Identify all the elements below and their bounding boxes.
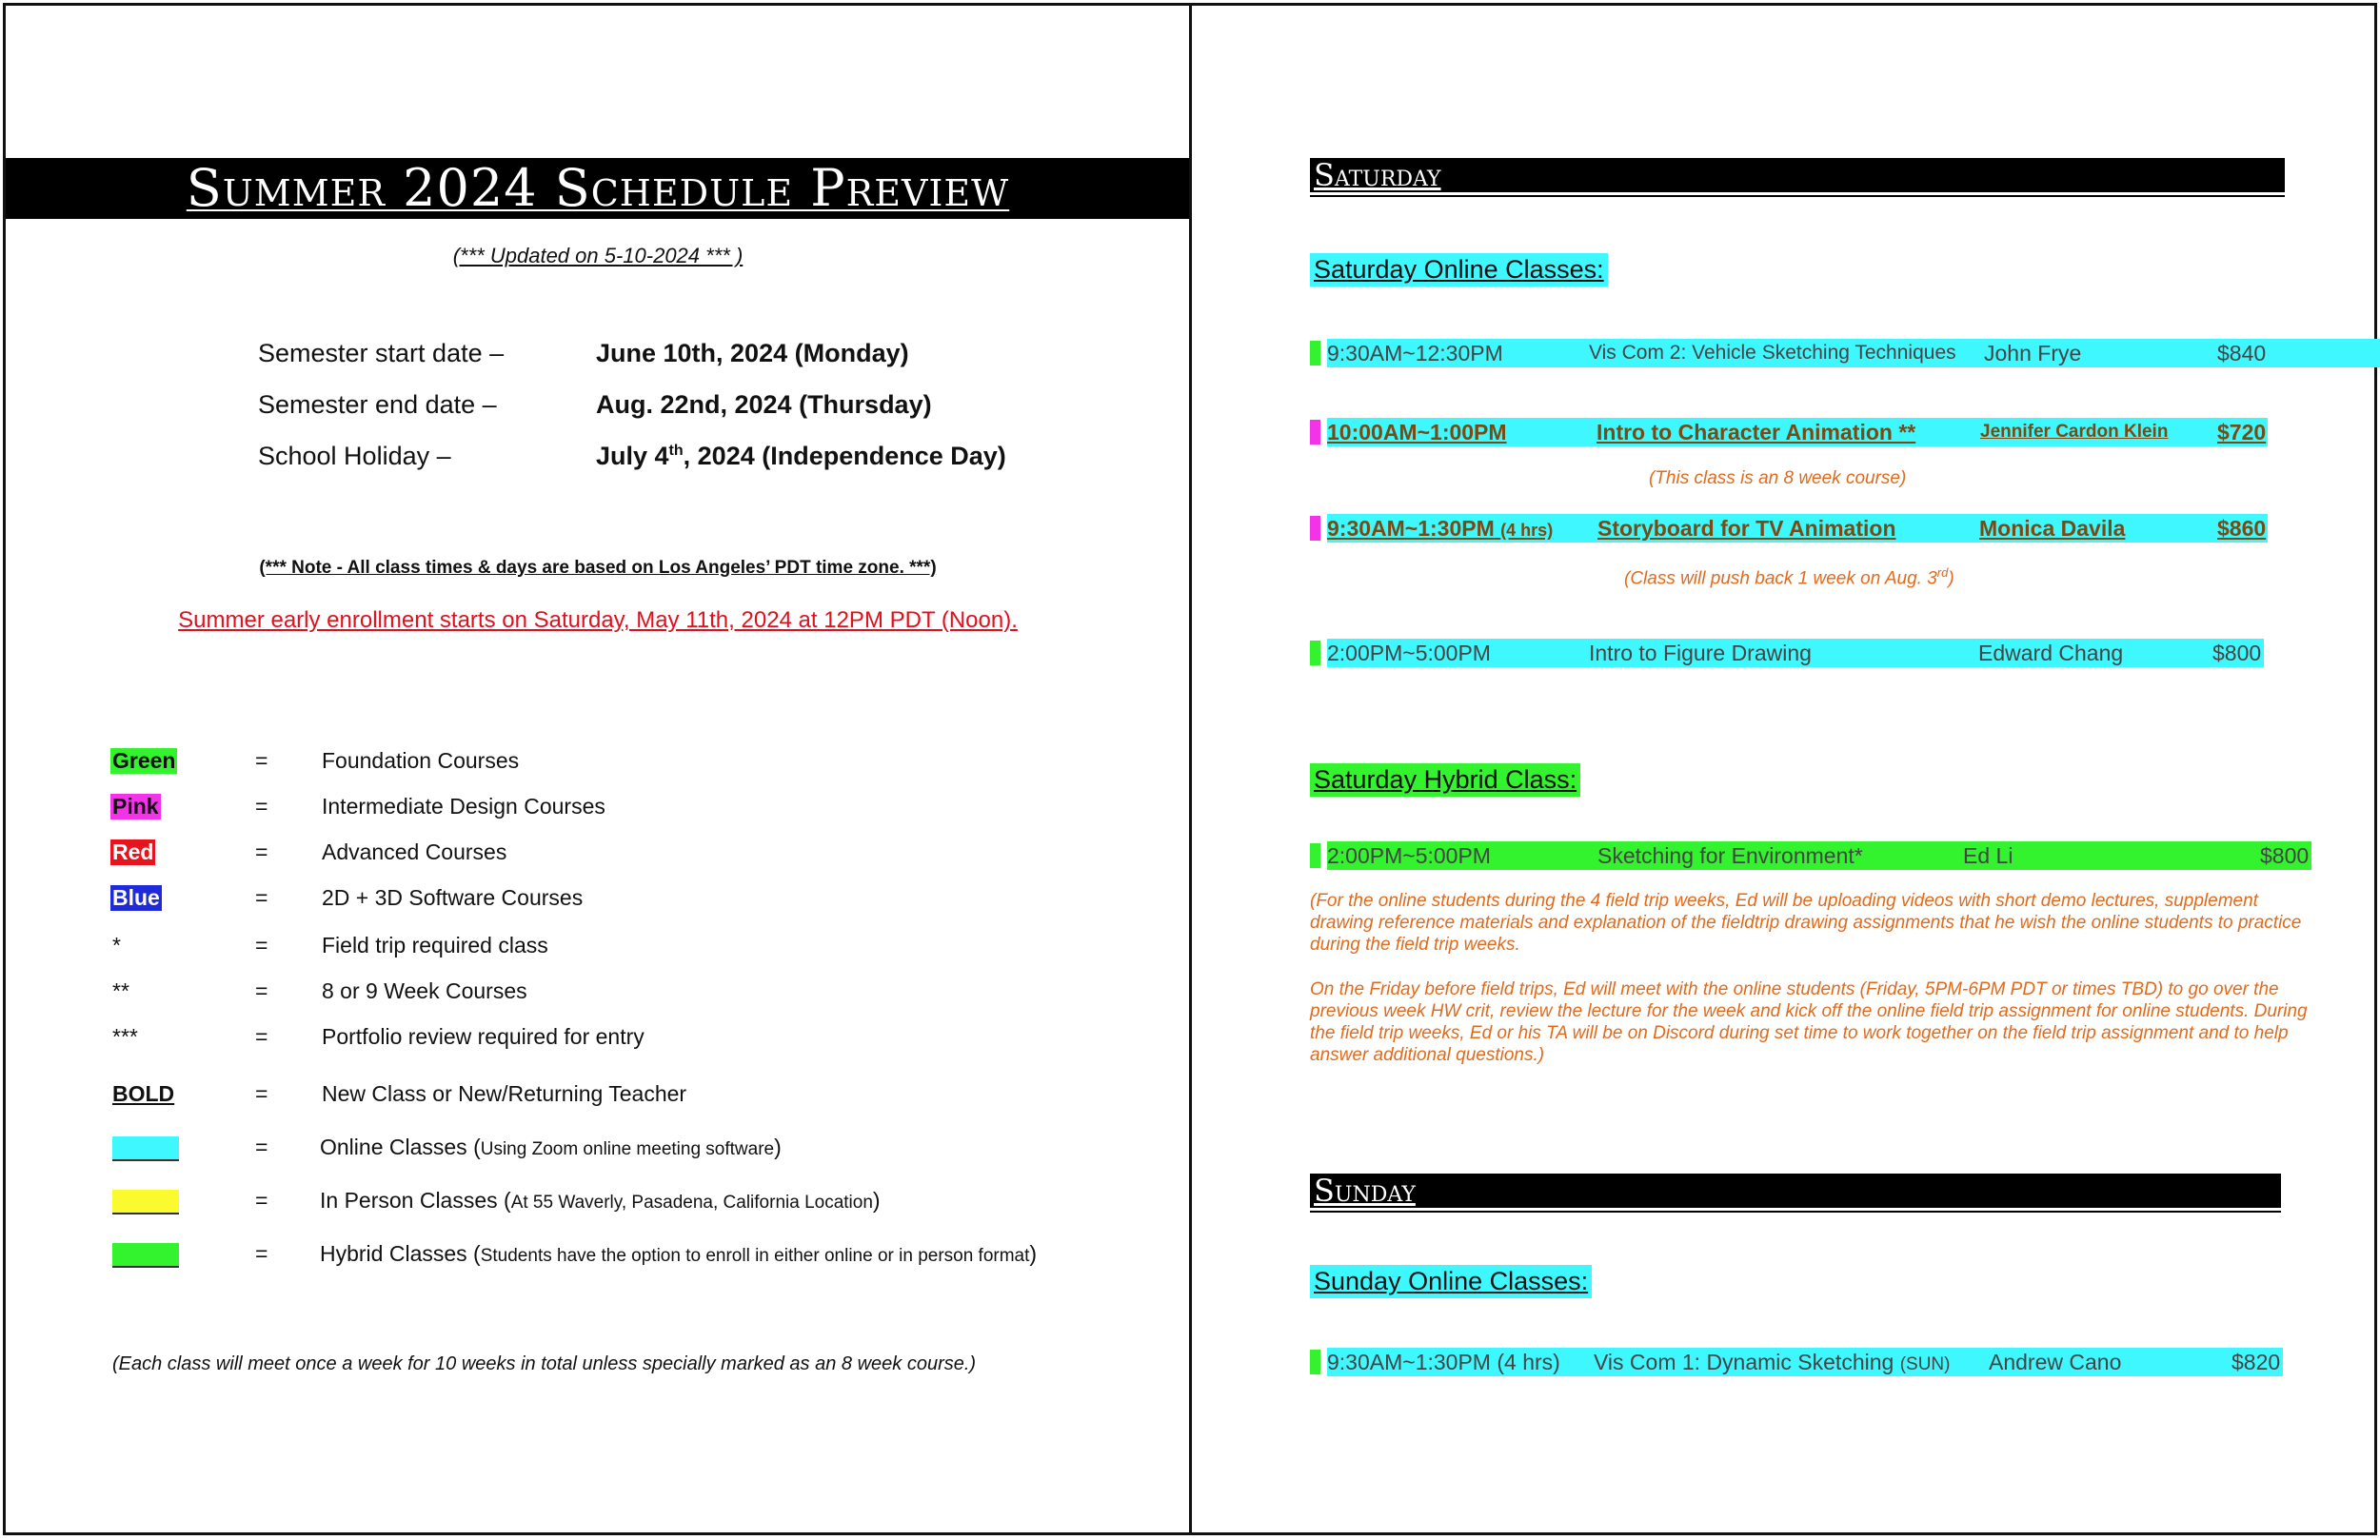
legend-key-star: *	[112, 933, 121, 958]
legend-desc-green: Foundation Courses	[322, 748, 520, 773]
legend-desc-red: Advanced Courses	[322, 839, 507, 864]
class-time: 10:00AM~1:00PM	[1327, 420, 1507, 444]
start-date-value: June 10th, 2024 (Monday)	[596, 339, 909, 367]
level-marker-green	[1310, 341, 1320, 365]
legend-equals: =	[255, 1135, 268, 1159]
class-price: $800	[2260, 843, 2310, 868]
legend-equals: =	[255, 1024, 268, 1049]
legend-equals: =	[255, 1188, 268, 1213]
enrollment-note: Summer early enrollment starts on Saturday, May 11th, 2024 at 12PM PDT (Noon).	[178, 607, 1018, 633]
end-date-value: Aug. 22nd, 2024 (Thursday)	[596, 390, 932, 419]
legend-desc-online: Online Classes (Using Zoom online meeting software)	[320, 1135, 782, 1159]
class-time: 9:30AM~1:30PM (4 hrs)	[1327, 516, 1554, 541]
legend-equals: =	[255, 978, 268, 1003]
class-teacher: Andrew Cano	[1989, 1350, 2122, 1374]
class-title: Vis Com 2: Vehicle Sketching Techniques	[1589, 342, 1956, 364]
saturday-banner	[1310, 158, 2285, 192]
class-teacher: John Frye	[1984, 341, 2082, 365]
legend-key-triple-star: ***	[112, 1024, 138, 1049]
class-price: $860	[2217, 516, 2267, 541]
right-page	[1189, 3, 2377, 1535]
class-teacher: Monica Davila	[1979, 516, 2126, 541]
level-marker-pink	[1310, 420, 1320, 444]
class-title: Storyboard for TV Animation	[1597, 516, 1896, 541]
legend-desc-pink: Intermediate Design Courses	[322, 794, 605, 819]
legend-equals: =	[255, 933, 268, 958]
class-time: 9:30AM~12:30PM	[1327, 341, 1503, 365]
legend-desc-bold: New Class or New/Returning Teacher	[322, 1081, 687, 1106]
class-time: 9:30AM~1:30PM (4 hrs)	[1327, 1350, 1560, 1374]
legend-key-blue: Blue	[112, 885, 160, 910]
class-title: Intro to Figure Drawing	[1589, 641, 1812, 665]
timezone-note: (*** Note - All class times & days are based on Los Angeles’ PDT time zone. ***)	[259, 558, 937, 578]
legend-desc-star: Field trip required class	[322, 933, 548, 958]
class-price: $800	[2212, 641, 2262, 665]
class-note: (This class is an 8 week course)	[1649, 468, 1907, 488]
class-note: (Class will push back 1 week on Aug. 3rd)	[1624, 565, 1954, 589]
class-teacher: Jennifer Cardon Klein	[1980, 422, 2169, 442]
sunday-banner	[1310, 1174, 2281, 1208]
class-price: $840	[2217, 341, 2267, 365]
legend-equals: =	[255, 839, 268, 864]
class-title: Intro to Character Animation **	[1597, 420, 1916, 444]
sunday-heading: Sunday	[1314, 1173, 1416, 1209]
legend-key-red: Red	[112, 839, 154, 864]
legend-equals: =	[255, 885, 268, 910]
legend-desc-hybrid: Hybrid Classes (Students have the option to enroll in either online or in person format)	[320, 1241, 1038, 1266]
hybrid-note: On the Friday before field trips, Ed will meet with the online students (Friday, 5PM-6PM PDT or times TBD) to go over the previous week HW crit, review the lecture for the week and kick off the online field trip assignment for online students. During the field trip weeks, Ed or his TA will be on Discord during set time to work together on the field trip assignment and to help answer additional questions.)	[1310, 979, 2308, 1065]
class-time: 2:00PM~5:00PM	[1327, 843, 1491, 868]
level-marker-green	[1310, 641, 1320, 665]
class-title: Vis Com 1: Dynamic Sketching (SUN)	[1594, 1350, 1951, 1374]
class-time: 2:00PM~5:00PM	[1327, 641, 1491, 665]
page-title: Summer 2024 Schedule Preview	[186, 158, 1010, 218]
sunday-online-heading: Sunday Online Classes:	[1310, 1265, 1592, 1298]
legend-key-green: Green	[112, 748, 176, 773]
swatch-online	[112, 1136, 179, 1161]
class-teacher: Edward Chang	[1978, 641, 2124, 665]
footnote: (Each class will meet once a week for 10 weeks in total unless specially marked as an 8 week course.)	[112, 1353, 977, 1374]
swatch-in-person	[112, 1190, 179, 1214]
saturday-online-heading: Saturday Online Classes:	[1310, 253, 1608, 286]
start-date-label: Semester start date –	[258, 339, 505, 367]
saturday-heading: Saturday	[1314, 157, 1441, 193]
hybrid-note: (For the online students during the 4 field trip weeks, Ed will be uploading videos with short demo lectures, supplement drawing reference materials and explanation of the fieldtrip drawing assignments that he wish the online students to practice during the field trip weeks.	[1310, 891, 2302, 955]
swatch-hybrid	[112, 1243, 179, 1268]
legend-desc-in-person: In Person Classes (At 55 Waverly, Pasadena, California Location)	[320, 1188, 881, 1213]
class-teacher: Ed Li	[1963, 843, 2013, 868]
class-title: Sketching for Environment*	[1597, 843, 1863, 868]
legend-equals: =	[255, 1241, 268, 1266]
legend-key-double-star: **	[112, 978, 129, 1003]
legend-desc-triple-star: Portfolio review required for entry	[322, 1024, 645, 1049]
class-price: $720	[2217, 420, 2267, 444]
legend-key-pink: Pink	[112, 794, 159, 819]
holiday-value: July 4th, 2024 (Independence Day)	[596, 442, 1006, 470]
title-banner	[6, 158, 1190, 219]
legend-equals: =	[255, 748, 268, 773]
legend-equals: =	[255, 1081, 268, 1106]
legend-desc-blue: 2D + 3D Software Courses	[322, 885, 584, 910]
left-page	[3, 3, 1193, 1535]
saturday-hybrid-heading: Saturday Hybrid Class:	[1310, 763, 1580, 797]
legend-equals: =	[255, 794, 268, 819]
divider	[1310, 1211, 2281, 1213]
level-marker-green	[1310, 1350, 1320, 1374]
legend-desc-double-star: 8 or 9 Week Courses	[322, 978, 527, 1003]
legend-key-bold: BOLD	[112, 1081, 175, 1106]
end-date-label: Semester end date –	[258, 390, 497, 419]
class-price: $820	[2231, 1350, 2281, 1374]
level-marker-pink	[1310, 516, 1320, 541]
divider	[1310, 195, 2285, 197]
level-marker-green	[1310, 843, 1320, 868]
updated-note: (*** Updated on 5-10-2024 *** )	[452, 244, 744, 267]
holiday-label: School Holiday –	[258, 442, 451, 470]
